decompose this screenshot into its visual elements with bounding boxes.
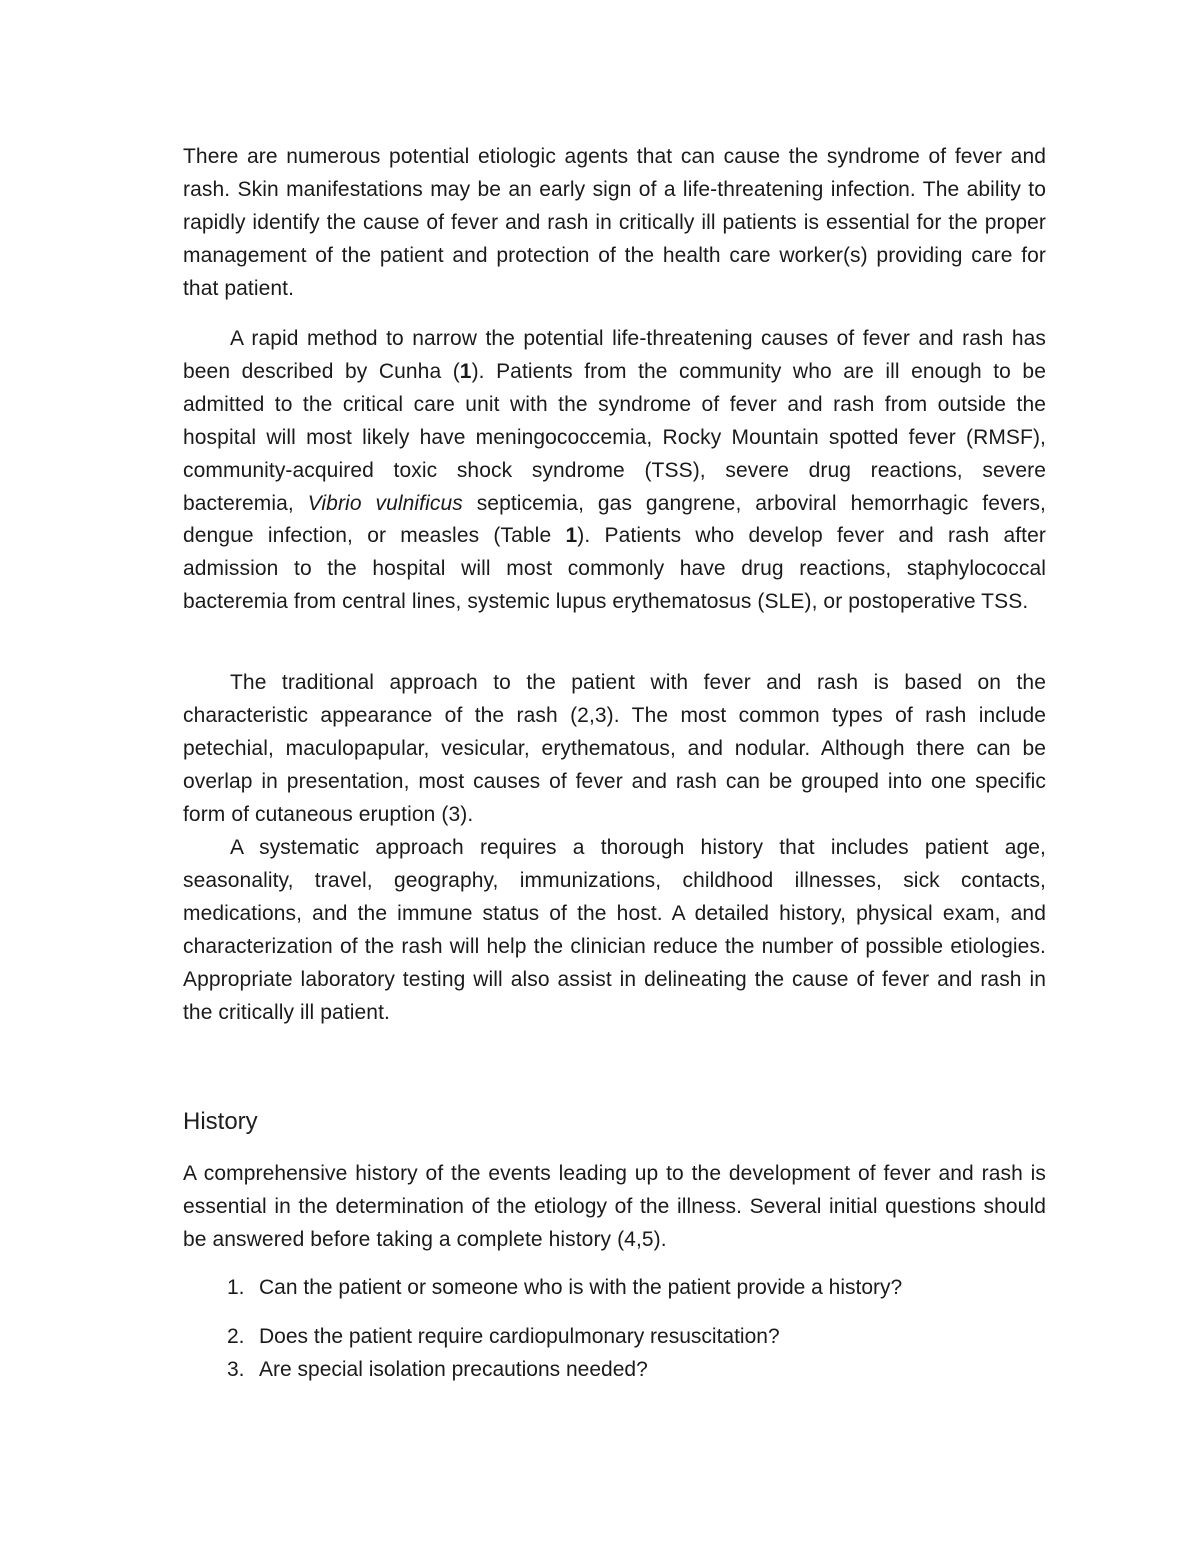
- list-item: [227, 1322, 1046, 1352]
- paragraph-intro: There are numerous potential etiologic agents that can cause the syndrome of fever and rash. Skin manifestations may be an early sign of a life-threatening infection. The ability to rapidly identify the cause of fever and rash in critically ill patients is essential for the proper management of the patient and protection of the health care worker(s) providing care for that patient.: [183, 145, 1046, 300]
- list-item-text: Can the patient or someone who is with the patient provide a history?: [259, 1276, 903, 1299]
- list-number: 2.: [227, 1325, 245, 1348]
- paragraph-rapid-method-part-1: A rapid method to narrow the potential life-threatening causes of fever and rash has been described by Cunha (: [183, 327, 1046, 383]
- list-item-text: Does the patient require cardiopulmonary resuscitation?: [259, 1325, 780, 1348]
- italic-term-vibrio: Vibrio vulnificus: [307, 491, 463, 515]
- paragraph-systematic-approach: A systematic approach requires a thorough history that includes patient age, seasonality, travel, geography, immunizations, childhood illnesses, sick contacts, medications, and the immune status of the host. A detailed history, physical exam, and characterization of the rash will help the clinician reduce the number of possible etiologies. Appropriate laboratory testing will also assist in delineating the cause of fever and rash in the critically ill patient.: [183, 836, 1046, 1024]
- paragraph-traditional-approach: The traditional approach to the patient with fever and rash is based on the characteristic appearance of the rash (2,3). The most common types of rash include petechial, maculopapular, vesicular, erythematous, and nodular. Although there can be overlap in presentation, most causes of fever and rash can be grouped into one specific form of cutaneous eruption (3).: [183, 671, 1046, 826]
- reference-1: 1: [459, 359, 472, 383]
- list-item-text: Are special isolation precautions needed?: [259, 1358, 648, 1381]
- list-item: [227, 1355, 1046, 1385]
- table-reference: 1: [565, 524, 578, 548]
- paragraph-history: A comprehensive history of the events leading up to the development of fever and rash is essential in the determination of the etiology of the illness. Several initial questions should be answered before taking a complete history (4,5).: [183, 1162, 1046, 1251]
- paragraph-rapid-method-part-4: ). Patients who develop fever and rash after admission to the hospital will most commonly have drug reactions, staphylococcal bacteremia from central lines, systemic lupus erythematosus (SLE), or postoperative TSS.: [183, 524, 1046, 614]
- paragraph-rapid-method: [183, 323, 1046, 619]
- section-heading-history: History: [183, 1108, 258, 1135]
- paragraph-rapid-method-part-3: septicemia, gas gangrene, arboviral hemorrhagic fevers, dengue infection, or measles (Table: [183, 491, 1046, 548]
- list-item: [227, 1273, 1046, 1303]
- list-number: 3.: [227, 1358, 245, 1381]
- list-number: 1.: [227, 1276, 245, 1299]
- paragraph-rapid-method-part-2: ). Patients from the community who are ill enough to be admitted to the critical care unit with the syndrome of fever and rash from outside the hospital will most likely have meningococcemia, Rocky Mountain spotted fever (RMSF), community-acquired toxic shock syndrome (TSS), severe drug reactions, severe bacteremia,: [183, 359, 1046, 515]
